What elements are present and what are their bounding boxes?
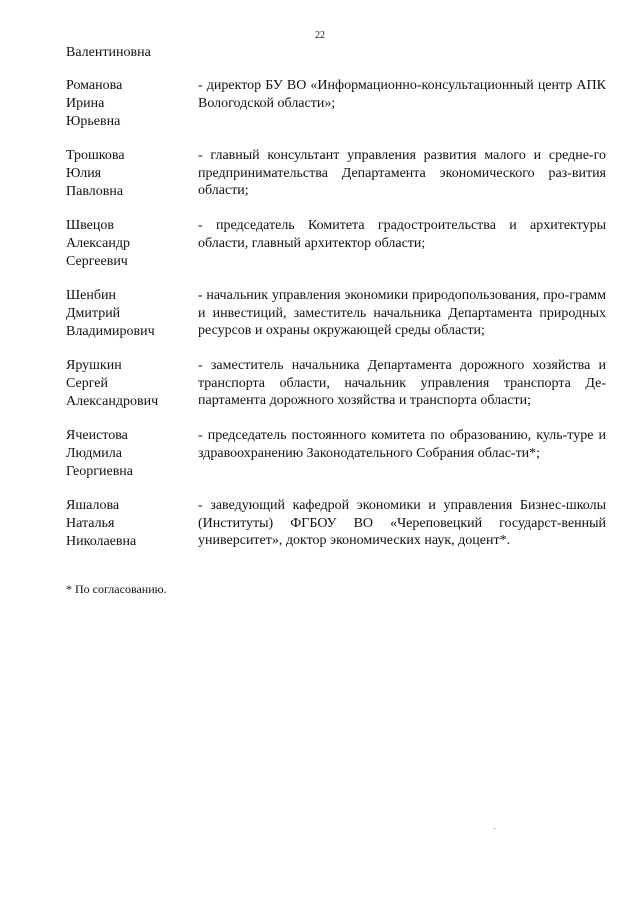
name-line: Дмитрий <box>66 306 121 321</box>
name-line: Юрьевна <box>66 114 121 129</box>
member-name <box>66 287 198 341</box>
name-line: Александр <box>66 236 130 251</box>
member-position: - главный консультант управления развития малого и средне-го предпринимательства Департамента экономического раз-вития области; <box>198 148 606 199</box>
member-name <box>66 217 198 271</box>
name-line: Валентиновна <box>66 45 151 60</box>
member-name <box>66 77 198 131</box>
name-line: Трошкова <box>66 148 125 163</box>
name-line: Георгиевна <box>66 464 134 479</box>
member-name <box>66 497 198 551</box>
list-item <box>66 287 606 341</box>
name-line: Швецов <box>66 218 114 233</box>
list-item <box>66 147 606 201</box>
scan-speck <box>494 828 495 829</box>
list-item <box>66 44 606 62</box>
name-line: Яшалова <box>66 498 120 513</box>
name-line: Ячеистова <box>66 428 128 443</box>
member-name <box>66 44 198 62</box>
name-line: Павловна <box>66 184 124 199</box>
list-item <box>66 357 606 411</box>
name-line: Николаевна <box>66 534 137 549</box>
name-line: Юлия <box>66 166 102 181</box>
name-line: Сергеевич <box>66 254 128 269</box>
list-item <box>66 497 606 551</box>
member-name <box>66 147 198 201</box>
name-line: Ирина <box>66 96 105 111</box>
list-item <box>66 77 606 131</box>
member-position: - начальник управления экономики природопользования, про-грамм и инвестиций, заместитель начальника Департамента природных ресурсов и охраны окружающей среды области; <box>198 288 606 339</box>
member-name <box>66 357 198 411</box>
member-position: - директор БУ ВО «Информационно-консультационный центр АПК Вологодской области»; <box>198 78 606 111</box>
footnote: * По согласованию. <box>66 582 167 596</box>
name-line: Романова <box>66 78 123 93</box>
name-line: Александрович <box>66 394 159 409</box>
member-position: - председатель постоянного комитета по образованию, куль-туре и здравоохранению Законодательного Собрания облас-ти*; <box>198 428 606 461</box>
name-line: Шенбин <box>66 288 116 303</box>
list-item <box>66 427 606 481</box>
member-list <box>66 44 606 567</box>
member-position: - заместитель начальника Департамента дорожного хозяйства и транспорта области, начальник управления транспорта Де-партамента дорожного хозяйства и транспорта области; <box>198 358 606 409</box>
name-line: Сергей <box>66 376 108 391</box>
member-name <box>66 427 198 481</box>
name-line: Наталья <box>66 516 115 531</box>
list-item <box>66 217 606 271</box>
name-line: Владимирович <box>66 324 155 339</box>
page-number: 22 <box>315 30 325 41</box>
member-position: - заведующий кафедрой экономики и управления Бизнес-школы (Институты) ФГБОУ ВО «Череповецкий государст-венный университет», доктор экономических наук, доцент*. <box>198 498 606 549</box>
name-line: Ярушкин <box>66 358 122 373</box>
member-position <box>198 44 606 62</box>
name-line: Людмила <box>66 446 122 461</box>
member-position: - председатель Комитета градостроительства и архитектуры области, главный архитектор области; <box>198 218 606 251</box>
